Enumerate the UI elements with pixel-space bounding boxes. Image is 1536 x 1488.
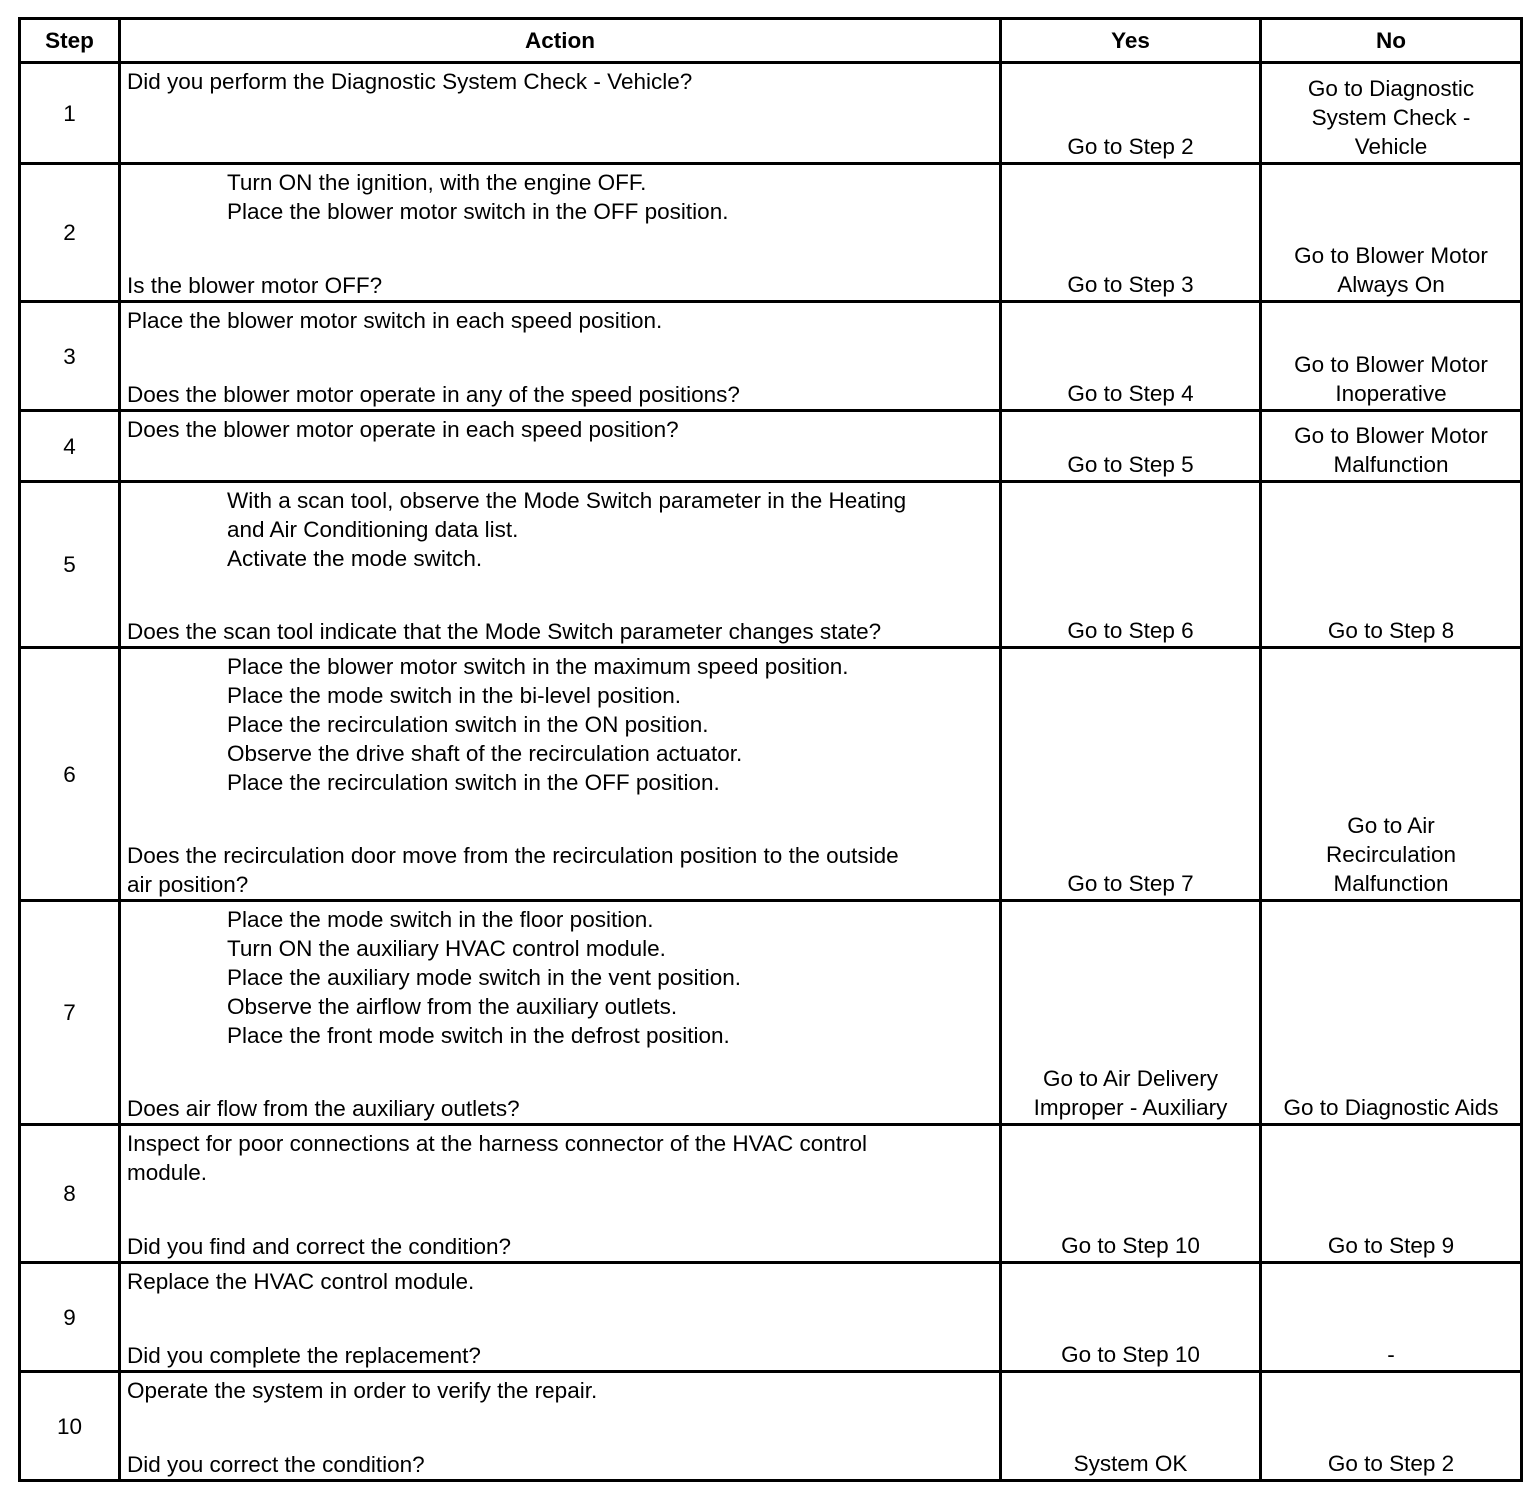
yes-outcome xyxy=(1001,63,1261,164)
yes-outcome-text: Go to Step 10 xyxy=(1061,1342,1200,1367)
action-cell xyxy=(120,164,1001,302)
action-instruction: Observe the drive shaft of the recirculation actuator. xyxy=(227,741,743,766)
no-outcome-text: Go to Step 9 xyxy=(1327,1233,1455,1258)
table-row xyxy=(20,1125,1522,1263)
action-instruction: and Air Conditioning data list. xyxy=(227,517,519,542)
no-outcome-text: Inoperative xyxy=(1335,381,1447,406)
action-instruction: Place the blower motor switch in the OFF position. xyxy=(227,199,729,224)
header-step: Step xyxy=(20,19,120,63)
action-text: Operate the system in order to verify the repair. xyxy=(127,1378,598,1403)
table-row xyxy=(20,1263,1522,1372)
no-outcome xyxy=(1261,1263,1522,1372)
step-number: 3 xyxy=(20,302,120,411)
header-row xyxy=(20,19,1522,63)
step-number: 5 xyxy=(20,482,120,648)
action-cell xyxy=(120,1125,1001,1263)
no-outcome-text: - xyxy=(1387,1342,1395,1367)
step-number: 7 xyxy=(20,901,120,1125)
no-outcome xyxy=(1261,302,1522,411)
no-outcome-text: Go to Diagnostic xyxy=(1307,76,1475,101)
yes-outcome-text: Go to Step 10 xyxy=(1061,1233,1200,1258)
action-instruction: Place the auxiliary mode switch in the vent position. xyxy=(227,965,742,990)
no-outcome-text: Go to Step 8 xyxy=(1327,618,1455,643)
action-text: Does the blower motor operate in each speed position? xyxy=(127,417,679,442)
action-text: Did you perform the Diagnostic System Check - Vehicle? xyxy=(127,69,693,94)
table-row xyxy=(20,63,1522,164)
header-yes: Yes xyxy=(1001,19,1261,63)
action-cell xyxy=(120,411,1001,482)
no-outcome-text: Malfunction xyxy=(1333,871,1449,896)
action-instruction: Activate the mode switch. xyxy=(227,546,483,571)
yes-outcome xyxy=(1001,1263,1261,1372)
no-outcome xyxy=(1261,1125,1522,1263)
no-outcome-text: Recirculation xyxy=(1325,842,1457,867)
action-instruction: Place the blower motor switch in the maximum speed position. xyxy=(227,654,849,679)
yes-outcome-text: Improper - Auxiliary xyxy=(1033,1095,1228,1120)
action-question: Does the recirculation door move from the recirculation position to the outside xyxy=(127,843,899,868)
no-outcome xyxy=(1261,901,1522,1125)
action-cell xyxy=(120,482,1001,648)
no-outcome-text: Malfunction xyxy=(1333,452,1449,477)
action-text: module. xyxy=(127,1160,208,1185)
step-number: 9 xyxy=(20,1263,120,1372)
table-row xyxy=(20,164,1522,302)
no-outcome-text: Go to Blower Motor xyxy=(1294,423,1488,448)
action-instruction: Place the recirculation switch in the ON position. xyxy=(227,712,709,737)
action-question: air position? xyxy=(127,872,249,897)
step-number: 2 xyxy=(20,164,120,302)
table-row xyxy=(20,411,1522,482)
action-cell xyxy=(120,648,1001,901)
no-outcome xyxy=(1261,648,1522,901)
yes-outcome xyxy=(1001,482,1261,648)
table-body xyxy=(20,63,1522,1481)
no-outcome xyxy=(1261,482,1522,648)
yes-outcome-text: Go to Step 7 xyxy=(1067,871,1194,896)
action-text: Replace the HVAC control module. xyxy=(127,1269,475,1294)
no-outcome-text: Go to Blower Motor xyxy=(1294,243,1488,268)
yes-outcome xyxy=(1001,648,1261,901)
table-row xyxy=(20,302,1522,411)
action-question: Does air flow from the auxiliary outlets? xyxy=(127,1096,520,1121)
action-cell xyxy=(120,1263,1001,1372)
no-outcome xyxy=(1261,164,1522,302)
yes-outcome xyxy=(1001,1372,1261,1481)
action-instruction: Place the recirculation switch in the OFF position. xyxy=(227,770,720,795)
action-instruction: Place the mode switch in the floor position. xyxy=(227,907,654,932)
action-cell xyxy=(120,63,1001,164)
header-no: No xyxy=(1261,19,1522,63)
action-question: Does the blower motor operate in any of the speed positions? xyxy=(127,382,740,407)
no-outcome-text: Go to Blower Motor xyxy=(1294,352,1488,377)
yes-outcome xyxy=(1001,901,1261,1125)
table-row xyxy=(20,482,1522,648)
table-row xyxy=(20,901,1522,1125)
step-number: 6 xyxy=(20,648,120,901)
yes-outcome-text: Go to Step 5 xyxy=(1067,452,1194,477)
action-instruction: Turn ON the auxiliary HVAC control module. xyxy=(227,936,666,961)
yes-outcome-text: System OK xyxy=(1073,1451,1188,1476)
yes-outcome-text: Go to Air Delivery xyxy=(1042,1066,1219,1091)
action-instruction: Place the mode switch in the bi-level position. xyxy=(227,683,681,708)
yes-outcome-text: Go to Step 2 xyxy=(1067,134,1194,159)
table-row xyxy=(20,1372,1522,1481)
action-cell xyxy=(120,901,1001,1125)
yes-outcome-text: Go to Step 3 xyxy=(1067,272,1194,297)
no-outcome xyxy=(1261,63,1522,164)
action-cell xyxy=(120,302,1001,411)
action-question: Did you complete the replacement? xyxy=(127,1343,481,1368)
action-question: Did you find and correct the condition? xyxy=(127,1234,511,1259)
action-instruction: Place the front mode switch in the defrost position. xyxy=(227,1023,730,1048)
yes-outcome-text: Go to Step 6 xyxy=(1067,618,1194,643)
no-outcome xyxy=(1261,1372,1522,1481)
step-number: 10 xyxy=(20,1372,120,1481)
table-row xyxy=(20,648,1522,901)
no-outcome-text: Go to Step 2 xyxy=(1327,1451,1455,1476)
yes-outcome-text: Go to Step 4 xyxy=(1067,381,1194,406)
no-outcome-text: Go to Diagnostic Aids xyxy=(1283,1095,1499,1120)
yes-outcome xyxy=(1001,164,1261,302)
no-outcome-text: Always On xyxy=(1337,272,1445,297)
action-instruction: Observe the airflow from the auxiliary outlets. xyxy=(227,994,678,1019)
action-instruction: Turn ON the ignition, with the engine OFF. xyxy=(227,170,647,195)
no-outcome xyxy=(1261,411,1522,482)
yes-outcome xyxy=(1001,411,1261,482)
action-cell xyxy=(120,1372,1001,1481)
no-outcome-text: Go to Air xyxy=(1347,813,1435,838)
step-number: 1 xyxy=(20,63,120,164)
action-instruction: With a scan tool, observe the Mode Switch parameter in the Heating xyxy=(227,488,907,513)
action-question: Is the blower motor OFF? xyxy=(127,273,383,298)
no-outcome-text: System Check - xyxy=(1311,105,1471,130)
step-number: 8 xyxy=(20,1125,120,1263)
step-number: 4 xyxy=(20,411,120,482)
yes-outcome xyxy=(1001,302,1261,411)
action-text: Place the blower motor switch in each speed position. xyxy=(127,308,663,333)
action-question: Did you correct the condition? xyxy=(127,1452,425,1477)
action-text: Inspect for poor connections at the harness connector of the HVAC control xyxy=(127,1131,867,1156)
yes-outcome xyxy=(1001,1125,1261,1263)
diagnostic-table xyxy=(18,17,1523,1482)
header-action: Action xyxy=(120,19,1001,63)
action-question: Does the scan tool indicate that the Mode Switch parameter changes state? xyxy=(127,619,882,644)
no-outcome-text: Vehicle xyxy=(1354,134,1428,159)
